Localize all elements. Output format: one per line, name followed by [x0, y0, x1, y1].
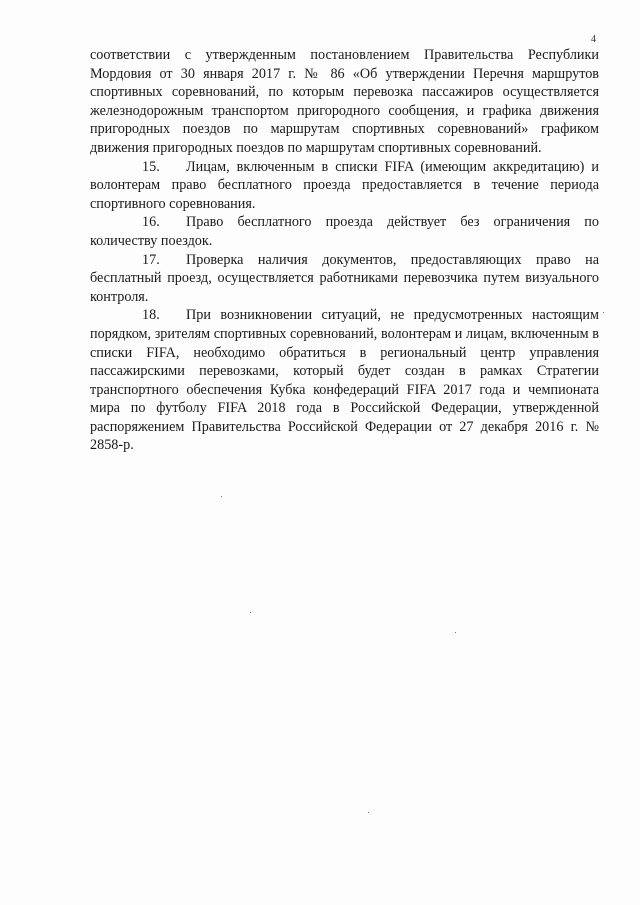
paragraph-text: Проверка наличия документов, предоставляющих право на бесплатный проезд, осуществляется работниками перевозчика путем визуального контроля.	[90, 251, 599, 305]
paragraph-text: Лицам, включенным в списки FIFA (имеющим аккредитацию) и волонтерам право бесплатного проезда предоставляется в течение периода спортивного соревнования.	[90, 158, 599, 212]
paragraph-16	[90, 213, 599, 250]
paragraph-number: 15.	[142, 158, 160, 175]
scan-speck	[603, 312, 604, 313]
scan-speck	[221, 496, 222, 497]
scan-speck	[455, 632, 456, 633]
paragraph-text: Право бесплатного проезда действует без ограничения по количеству поездок.	[90, 214, 599, 249]
paragraph-18	[90, 306, 599, 455]
paragraph-number: 16.	[142, 214, 160, 231]
paragraph-continuation	[90, 46, 599, 158]
paragraph-17	[90, 251, 599, 307]
paragraph-text: При возникновении ситуаций, не предусмотренных настоящим порядком, зрителям спортивных соревнований, волонтерам и лицам, включенным в списки FIFA, необходимо обратиться в региональный центр управления пассажирскими перевозками, который будет создан в рамках Стратегии транспортного обеспечения Кубка конфедераций FIFA 2017 года и чемпионата мира по футболу FIFA 2018 года в Российской Федерации, утвержденной распоряжением Правительства Российской Федерации от 27 декабря 2016 г. № 2858-р.	[90, 307, 599, 454]
scan-speck	[368, 812, 369, 813]
paragraph-number: 18.	[142, 307, 160, 324]
document-body	[90, 46, 599, 455]
paragraph-15	[90, 158, 599, 214]
page-number: 4	[591, 34, 596, 45]
paragraph-text: соответствии с утвержденным постановлением Правительства Республики Мордовия от 30 января 2017 г. № 86 «Об утверждении Перечня маршрутов спортивных соревнований, по которым перевозка пассажиров осуществляется железнодорожным транспортом пригородного сообщения, и графика движения пригородных поездов по маршрутам спортивных соревнований» графиком движения пригородных поездов по маршрутам спортивных соревнований.	[90, 47, 599, 156]
scan-speck	[250, 612, 251, 613]
paragraph-number: 17.	[142, 251, 160, 268]
